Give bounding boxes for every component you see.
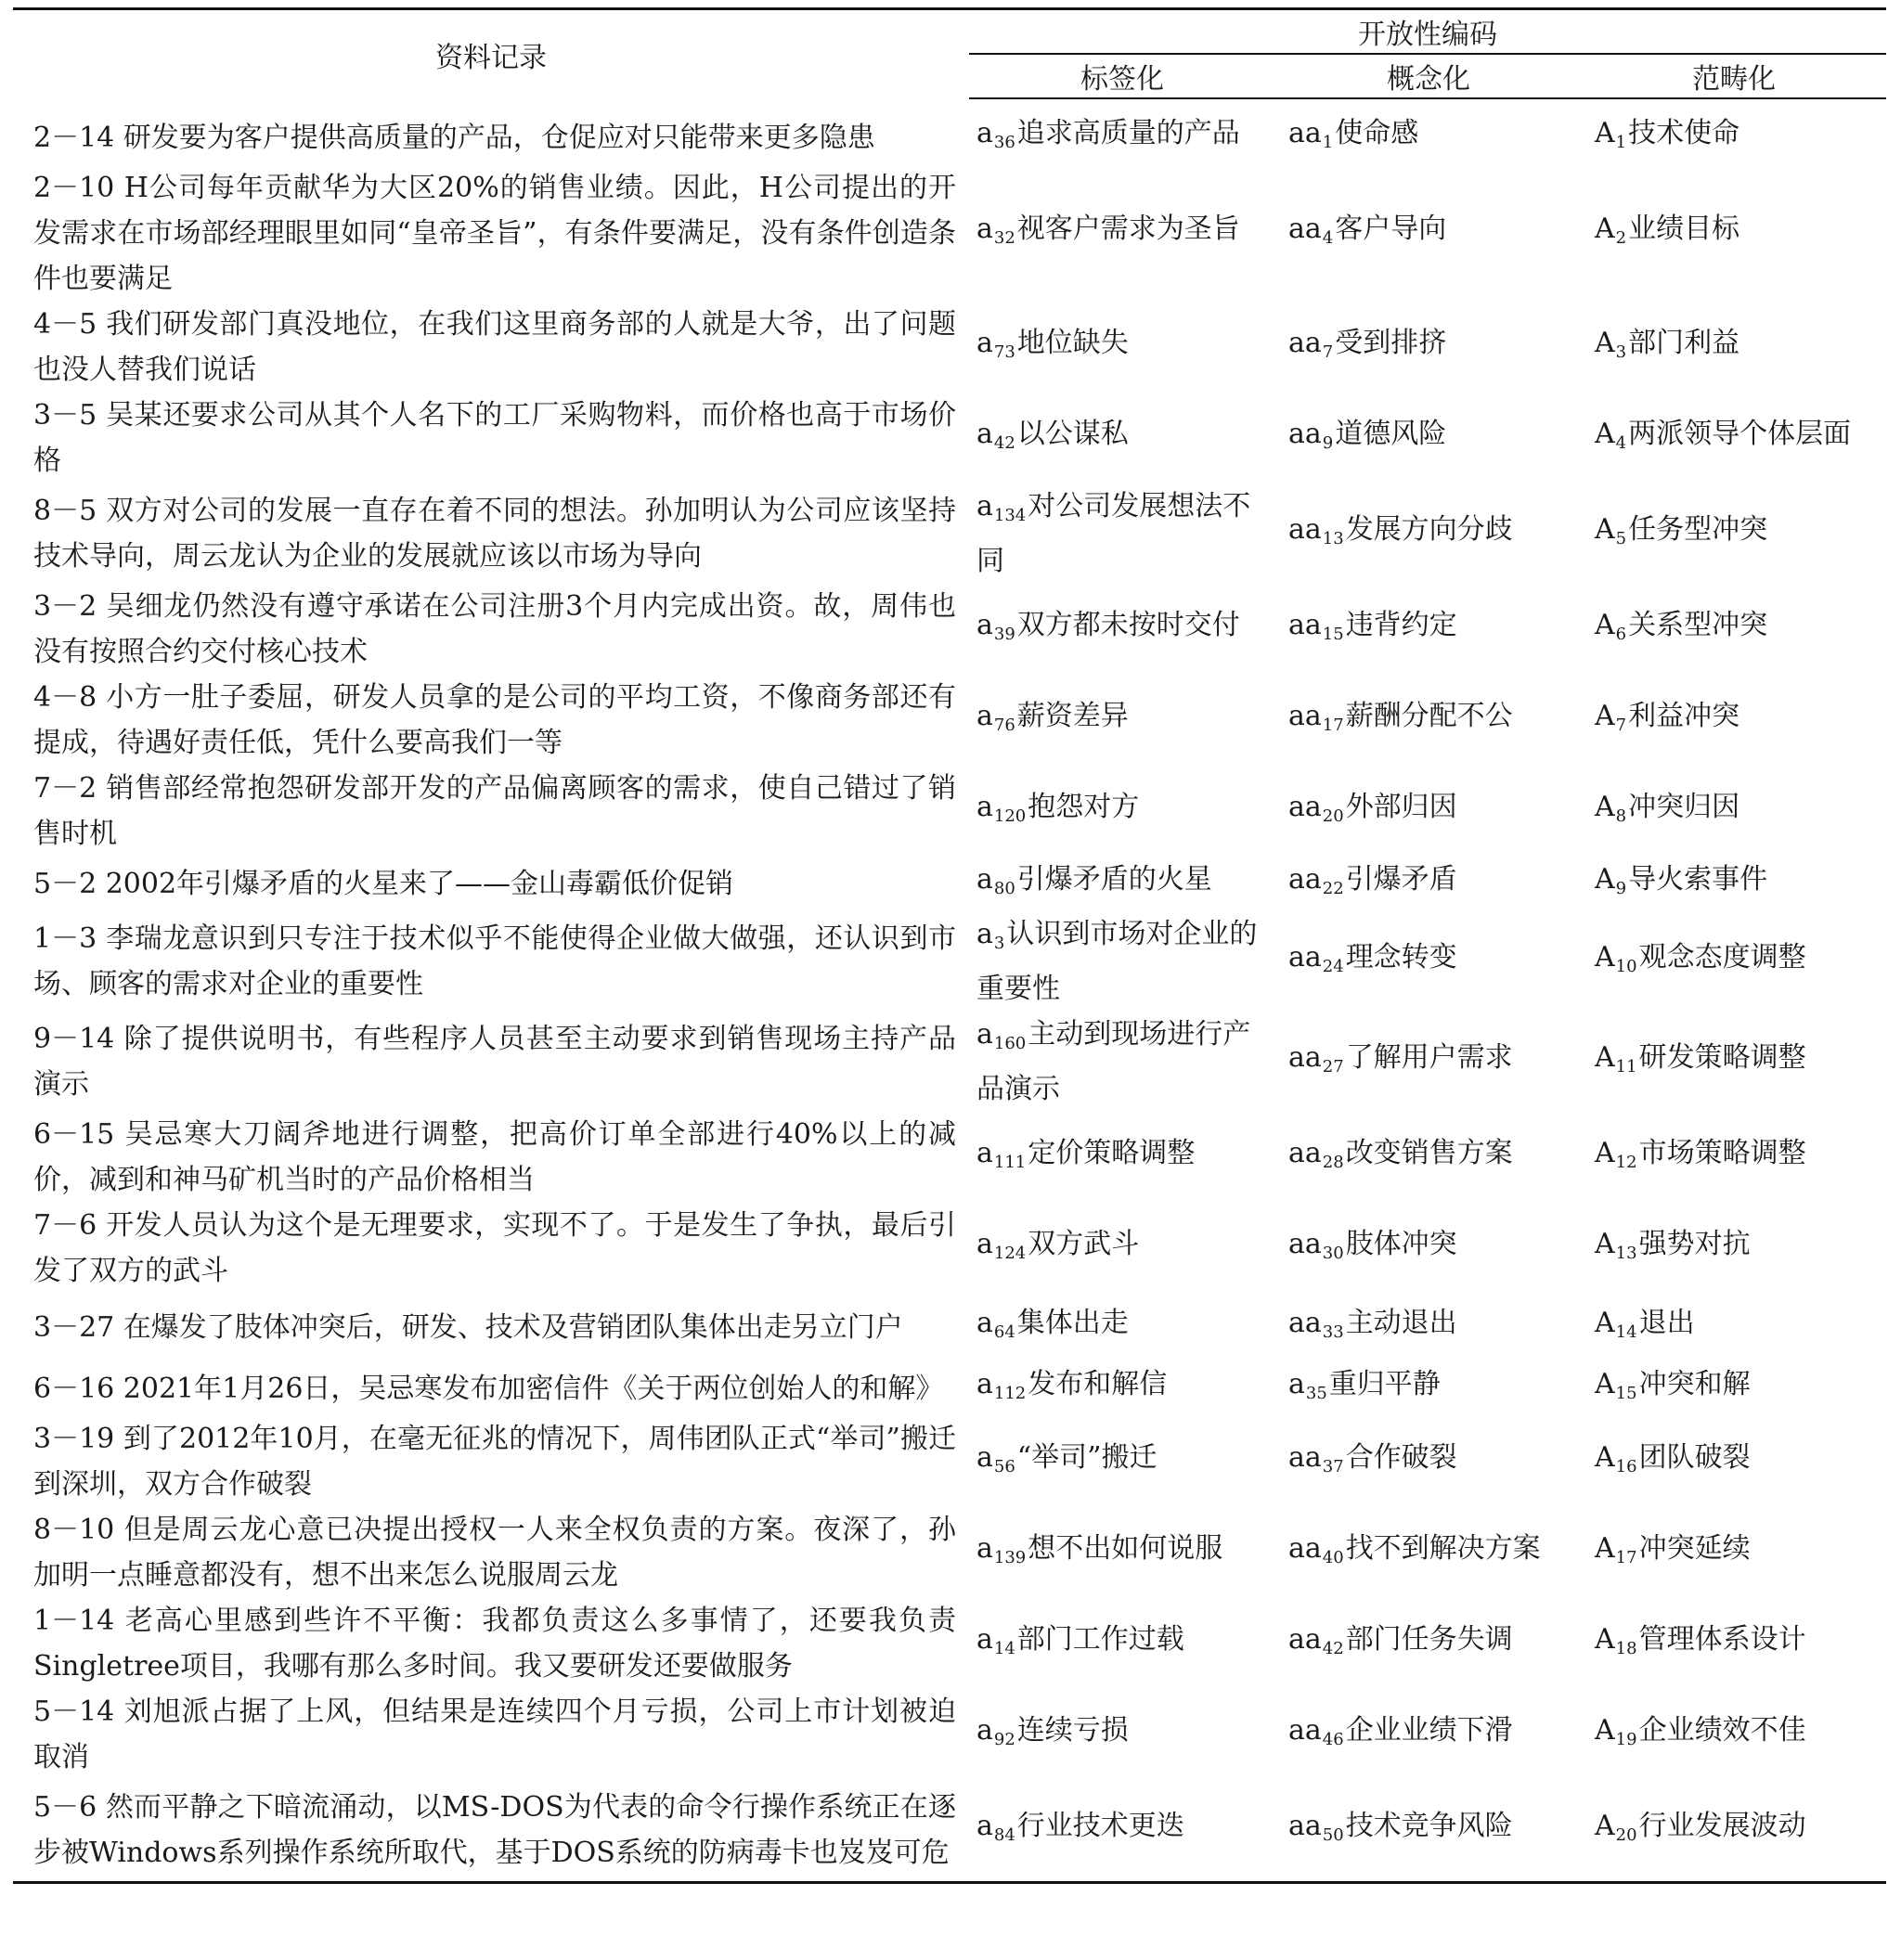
code-subscript: 42: [993, 432, 1015, 453]
code-text: 想不出如何说服: [1028, 1531, 1223, 1565]
code-prefix: A: [1595, 608, 1615, 641]
code-text: 退出: [1638, 1307, 1695, 1339]
code-prefix: aa: [1288, 213, 1322, 245]
code-subscript: 20: [1322, 806, 1344, 826]
code-prefix: a: [976, 1018, 993, 1051]
code-subscript: 13: [1615, 1243, 1637, 1263]
header-labeling: 标签化: [969, 54, 1275, 98]
code-subscript: 112: [993, 1384, 1027, 1403]
code-subscript: 4: [1322, 228, 1334, 248]
code-prefix: A: [1595, 863, 1615, 896]
concept-cell: [1275, 1012, 1582, 1112]
source-record-cell: 1－3 李瑞龙意识到只专注于技术似乎不能使得企业做大做强，还认识到市场、顾客的需求对企业的重要性: [33, 922, 956, 1000]
concept-cell: [1275, 302, 1582, 393]
code-subscript: 50: [1322, 1825, 1344, 1845]
label-cell: [969, 484, 1275, 584]
category-cell: [1582, 98, 1886, 165]
code-prefix: a: [976, 1809, 993, 1842]
code-text: 理念转变: [1345, 940, 1457, 974]
category-cell: [1582, 484, 1886, 584]
code-prefix: A: [1595, 1440, 1615, 1474]
code-text: 市场策略调整: [1638, 1136, 1806, 1169]
table-row: [13, 484, 1886, 584]
category-cell: [1582, 1294, 1886, 1361]
code-prefix: a: [976, 117, 993, 149]
concept-cell: [1275, 766, 1582, 857]
code-subscript: 16: [1615, 1456, 1637, 1476]
code-subscript: 3: [1615, 342, 1627, 362]
code-prefix: A: [1595, 417, 1615, 450]
code-text: 双方武斗: [1028, 1227, 1140, 1260]
source-record-cell: 2－10 H公司每年贡献华为大区20%的销售业绩。因此，H公司提出的开发需求在市场部经理眼里如同“皇帝圣旨”，有条件要满足，没有条件创造条件也要满足: [33, 172, 956, 295]
code-text: 受到排挤: [1335, 326, 1447, 359]
source-record-cell: 9－14 除了提供说明书，有些程序人员甚至主动要求到销售现场主持产品演示: [33, 1023, 956, 1101]
code-prefix: A: [1595, 790, 1615, 823]
code-subscript: 18: [1615, 1638, 1637, 1658]
code-text: 技术竞争风险: [1345, 1809, 1513, 1842]
code-subscript: 124: [993, 1243, 1027, 1263]
code-prefix: aa: [1288, 326, 1322, 359]
header-source-record: 资料记录: [13, 9, 969, 99]
code-text: 对公司发展想法不同: [976, 490, 1251, 577]
code-subscript: 32: [993, 228, 1015, 248]
table-row: [13, 1294, 1886, 1361]
code-prefix: A: [1595, 213, 1615, 245]
code-text: 技术使命: [1628, 117, 1740, 149]
source-record-cell: 3－19 到了2012年10月，在毫无征兆的情况下，周伟团队正式“举司”搬迁到深圳，双方合作破裂: [33, 1423, 956, 1501]
label-cell: [969, 1294, 1275, 1361]
code-subscript: 134: [993, 506, 1027, 525]
concept-cell: [1275, 1294, 1582, 1361]
table-row: [13, 1598, 1886, 1689]
code-text: 违背约定: [1345, 608, 1457, 641]
code-text: 导火索事件: [1628, 863, 1768, 896]
concept-cell: [1275, 165, 1582, 302]
header-categorizing: 范畴化: [1582, 54, 1886, 98]
header-conceptualizing: 概念化: [1275, 54, 1582, 98]
source-record-cell: 5－6 然而平静之下暗流涌动，以MS-DOS为代表的命令行操作系统正在逐步被Windows系列操作系统所取代，基于DOS系统的防病毒卡也岌岌可危: [13, 1780, 969, 1882]
code-subscript: 24: [1322, 956, 1344, 976]
code-prefix: A: [1595, 512, 1615, 546]
concept-cell: [1275, 1598, 1582, 1689]
concept-cell: [1275, 911, 1582, 1012]
code-text: 部门利益: [1628, 326, 1740, 359]
code-prefix: aa: [1288, 1040, 1322, 1074]
source-record-cell: 4－5 我们研发部门真没地位，在我们这里商务部的人就是大爷，出了问题也没人替我们说话: [33, 308, 956, 386]
category-cell: [1582, 1598, 1886, 1689]
code-text: 地位缺失: [1016, 326, 1129, 359]
label-cell: [969, 584, 1275, 675]
code-subscript: 73: [993, 342, 1015, 362]
code-subscript: 9: [1615, 879, 1627, 898]
code-text: 企业绩效不佳: [1638, 1713, 1806, 1747]
table-row: [13, 857, 1886, 911]
code-prefix: aa: [1288, 608, 1322, 641]
concept-cell: [1275, 484, 1582, 584]
code-subscript: 17: [1322, 715, 1344, 735]
concept-cell: [1275, 393, 1582, 484]
code-subscript: 39: [993, 624, 1015, 644]
code-subscript: 20: [1615, 1825, 1637, 1845]
concept-cell: [1275, 98, 1582, 165]
code-prefix: a: [976, 863, 993, 896]
code-text: 合作破裂: [1345, 1440, 1457, 1474]
code-text: 改变销售方案: [1345, 1136, 1513, 1169]
code-subscript: 6: [1615, 624, 1627, 644]
code-prefix: a: [1288, 1368, 1305, 1400]
code-prefix: A: [1595, 1622, 1615, 1656]
category-cell: [1582, 1689, 1886, 1780]
category-cell: [1582, 1507, 1886, 1598]
code-subscript: 7: [1322, 342, 1334, 362]
table-row: [13, 1689, 1886, 1780]
code-prefix: a: [976, 918, 993, 950]
table-row: [13, 1361, 1886, 1416]
code-text: 冲突延续: [1638, 1531, 1751, 1565]
source-record-cell: 6－16 2021年1月26日，吴忌寒发布加密信件《关于两位创始人的和解》: [33, 1373, 944, 1405]
table-row: [13, 1012, 1886, 1112]
code-text: 部门工作过载: [1016, 1622, 1184, 1656]
code-prefix: A: [1595, 1368, 1615, 1400]
code-subscript: 13: [1322, 528, 1344, 548]
source-record-cell: 3－2 吴细龙仍然没有遵守承诺在公司注册3个月内完成出资。故，周伟也没有按照合约交付核心技术: [33, 590, 956, 668]
code-prefix: A: [1595, 326, 1615, 359]
table-row: [13, 1780, 1886, 1882]
code-text: 冲突和解: [1638, 1368, 1751, 1400]
table-row: [13, 584, 1886, 675]
code-text: 管理体系设计: [1638, 1622, 1806, 1656]
category-cell: [1582, 857, 1886, 911]
code-text: 团队破裂: [1638, 1440, 1751, 1474]
label-cell: [969, 165, 1275, 302]
table-row: [13, 1507, 1886, 1598]
code-text: 发展方向分歧: [1345, 512, 1513, 546]
category-cell: [1582, 302, 1886, 393]
code-text: 任务型冲突: [1628, 512, 1768, 546]
code-subscript: 12: [1615, 1152, 1637, 1172]
code-text: 追求高质量的产品: [1016, 117, 1240, 149]
code-text: 集体出走: [1016, 1307, 1129, 1339]
code-text: 了解用户需求: [1345, 1040, 1513, 1074]
code-prefix: a: [976, 1713, 993, 1747]
source-record-cell: 6－15 吴忌寒大刀阔斧地进行调整，把高价订单全部进行40%以上的减价，减到和神马矿机当时的产品价格相当: [33, 1118, 956, 1196]
source-record-cell: 3－27 在爆发了肢体冲突后，研发、技术及营销团队集体出走另立门户: [33, 1311, 903, 1344]
code-prefix: aa: [1288, 863, 1322, 896]
concept-cell: [1275, 1203, 1582, 1294]
code-prefix: aa: [1288, 1622, 1322, 1656]
code-text: 行业发展波动: [1638, 1809, 1806, 1842]
code-text: 抱怨对方: [1028, 790, 1140, 823]
code-text: 定价策略调整: [1028, 1136, 1196, 1169]
label-cell: [969, 1689, 1275, 1780]
code-prefix: a: [976, 1440, 993, 1474]
code-prefix: A: [1595, 1713, 1615, 1747]
code-prefix: A: [1595, 1531, 1615, 1565]
source-record-cell: 2－14 研发要为客户提供高质量的产品，仓促应对只能带来更多隐患: [33, 121, 875, 154]
code-text: 业绩目标: [1628, 213, 1740, 245]
table-row: [13, 302, 1886, 393]
code-text: 双方都未按时交付: [1016, 608, 1240, 641]
code-prefix: aa: [1288, 699, 1322, 732]
code-prefix: a: [976, 490, 993, 522]
code-text: 强势对抗: [1638, 1227, 1751, 1260]
label-cell: [969, 766, 1275, 857]
concept-cell: [1275, 1416, 1582, 1507]
code-prefix: a: [976, 1136, 993, 1169]
code-text: 企业业绩下滑: [1345, 1713, 1513, 1747]
code-prefix: aa: [1288, 1440, 1322, 1474]
code-subscript: 17: [1615, 1547, 1637, 1567]
code-subscript: 14: [993, 1638, 1015, 1658]
code-text: 使命感: [1335, 117, 1419, 149]
code-text: 关系型冲突: [1628, 608, 1768, 641]
code-prefix: aa: [1288, 1809, 1322, 1842]
code-prefix: aa: [1288, 1713, 1322, 1747]
code-subscript: 37: [1322, 1456, 1344, 1476]
code-subscript: 64: [993, 1322, 1015, 1342]
code-prefix: a: [976, 1368, 993, 1400]
code-text: 两派领导个体层面: [1628, 417, 1852, 450]
code-subscript: 15: [1322, 624, 1344, 644]
concept-cell: [1275, 584, 1582, 675]
category-cell: [1582, 1203, 1886, 1294]
code-subscript: 9: [1322, 432, 1334, 453]
code-text: 利益冲突: [1628, 699, 1740, 732]
code-prefix: aa: [1288, 417, 1322, 450]
code-text: 视客户需求为圣旨: [1016, 213, 1240, 245]
code-text: 薪资差异: [1016, 699, 1129, 732]
category-cell: [1582, 766, 1886, 857]
table-row: [13, 165, 1886, 302]
source-record-cell: 8－10 但是周云龙心意已决提出授权一人来全权负责的方案。夜深了，孙加明一点睡意都没有，想不出来怎么说服周云龙: [33, 1514, 956, 1592]
code-text: 发布和解信: [1028, 1368, 1168, 1400]
code-prefix: aa: [1288, 1227, 1322, 1260]
code-text: 连续亏损: [1016, 1713, 1129, 1747]
code-prefix: a: [976, 1531, 993, 1565]
concept-cell: [1275, 1507, 1582, 1598]
code-prefix: A: [1595, 1809, 1615, 1842]
table-row: [13, 98, 1886, 165]
code-text: 以公谋私: [1016, 417, 1129, 450]
code-subscript: 30: [1322, 1243, 1344, 1263]
code-prefix: aa: [1288, 1531, 1322, 1565]
code-prefix: aa: [1288, 512, 1322, 546]
code-subscript: 8: [1615, 806, 1627, 826]
category-cell: [1582, 1361, 1886, 1416]
code-text: 研发策略调整: [1638, 1040, 1806, 1074]
open-coding-table: [13, 7, 1886, 1884]
code-text: 认识到市场对企业的重要性: [976, 918, 1258, 1005]
label-cell: [969, 1598, 1275, 1689]
code-subscript: 4: [1615, 432, 1627, 453]
concept-cell: [1275, 857, 1582, 911]
code-subscript: 5: [1615, 528, 1627, 548]
code-subscript: 40: [1322, 1547, 1344, 1567]
code-subscript: 46: [1322, 1729, 1344, 1749]
code-text: 外部归因: [1345, 790, 1457, 823]
code-subscript: 19: [1615, 1729, 1637, 1749]
table-row: [13, 393, 1886, 484]
code-prefix: a: [976, 1307, 993, 1339]
code-prefix: aa: [1288, 940, 1322, 974]
code-prefix: A: [1595, 1136, 1615, 1169]
code-text: 肢体冲突: [1345, 1227, 1457, 1260]
table-row: [13, 675, 1886, 766]
code-prefix: aa: [1288, 1136, 1322, 1169]
code-text: 引爆矛盾的火星: [1016, 863, 1212, 896]
category-cell: [1582, 1012, 1886, 1112]
code-subscript: 139: [993, 1547, 1027, 1567]
code-text: 找不到解决方案: [1345, 1531, 1541, 1565]
category-cell: [1582, 1112, 1886, 1203]
code-text: 重归平静: [1328, 1368, 1441, 1400]
category-cell: [1582, 1416, 1886, 1507]
code-subscript: 56: [993, 1456, 1015, 1476]
code-prefix: a: [976, 1622, 993, 1656]
code-prefix: a: [976, 213, 993, 245]
label-cell: [969, 98, 1275, 165]
code-subscript: 27: [1322, 1056, 1344, 1077]
code-prefix: A: [1595, 1227, 1615, 1260]
table-row: [13, 1112, 1886, 1203]
code-subscript: 76: [993, 715, 1015, 735]
code-subscript: 92: [993, 1729, 1015, 1749]
table-row: [13, 766, 1886, 857]
category-cell: [1582, 1780, 1886, 1882]
label-cell: [969, 1203, 1275, 1294]
code-prefix: aa: [1288, 117, 1322, 149]
category-cell: [1582, 393, 1886, 484]
code-text: 薪酬分配不公: [1345, 699, 1513, 732]
code-prefix: a: [976, 326, 993, 359]
code-prefix: a: [976, 790, 993, 823]
category-cell: [1582, 675, 1886, 766]
source-record-cell: 8－5 双方对公司的发展一直存在着不同的想法。孙加明认为公司应该坚持技术导向，周云龙认为企业的发展就应该以市场为导向: [33, 495, 956, 573]
label-cell: [969, 857, 1275, 911]
code-subscript: 35: [1305, 1384, 1327, 1403]
code-prefix: A: [1595, 117, 1615, 149]
code-subscript: 2: [1615, 228, 1627, 248]
code-prefix: a: [976, 608, 993, 641]
code-subscript: 10: [1615, 956, 1637, 976]
table-row: [13, 1416, 1886, 1507]
label-cell: [969, 1012, 1275, 1112]
code-prefix: a: [976, 1227, 993, 1260]
code-text: 行业技术更迭: [1016, 1809, 1184, 1842]
code-prefix: A: [1595, 940, 1615, 974]
source-record-cell: 5－2 2002年引爆矛盾的火星来了——金山毒霸低价促销: [33, 868, 734, 900]
label-cell: [969, 302, 1275, 393]
code-text: “举司”搬迁: [1016, 1440, 1157, 1474]
label-cell: [969, 393, 1275, 484]
code-text: 观念态度调整: [1638, 940, 1806, 974]
code-subscript: 36: [993, 133, 1015, 152]
code-text: 冲突归因: [1628, 790, 1740, 823]
table-row: [13, 911, 1886, 1012]
code-subscript: 3: [993, 934, 1005, 953]
coding-table-page: [13, 7, 1886, 1884]
label-cell: [969, 1112, 1275, 1203]
code-text: 部门任务失调: [1345, 1622, 1513, 1656]
concept-cell: [1275, 1112, 1582, 1203]
code-prefix: A: [1595, 1040, 1615, 1074]
code-prefix: A: [1595, 699, 1615, 732]
source-record-cell: 3－5 吴某还要求公司从其个人名下的工厂采购物料，而价格也高于市场价格: [33, 399, 956, 477]
concept-cell: [1275, 675, 1582, 766]
code-subscript: 14: [1615, 1322, 1637, 1342]
code-subscript: 11: [1615, 1056, 1637, 1077]
label-cell: [969, 675, 1275, 766]
code-subscript: 120: [993, 806, 1027, 826]
code-subscript: 160: [993, 1034, 1027, 1053]
code-subscript: 1: [1322, 133, 1334, 152]
code-text: 道德风险: [1335, 417, 1447, 450]
source-record-cell: 7－2 销售部经常抱怨研发部开发的产品偏离顾客的需求，使自己错过了销售时机: [33, 772, 956, 850]
table-row: [13, 1203, 1886, 1294]
concept-cell: [1275, 1361, 1582, 1416]
label-cell: [969, 1361, 1275, 1416]
code-prefix: a: [976, 417, 993, 450]
code-subscript: 84: [993, 1825, 1015, 1845]
source-record-cell: 5－14 刘旭派占据了上风，但结果是连续四个月亏损，公司上市计划被迫取消: [33, 1696, 956, 1773]
code-text: 主动退出: [1345, 1307, 1457, 1339]
category-cell: [1582, 584, 1886, 675]
code-subscript: 111: [993, 1152, 1027, 1172]
source-record-cell: 1－14 老高心里感到些许不平衡：我都负责这么多事情了，还要我负责Singletree项目，我哪有那么多时间。我又要研发还要做服务: [33, 1605, 956, 1683]
code-text: 客户导向: [1335, 213, 1447, 245]
code-prefix: a: [976, 699, 993, 732]
category-cell: [1582, 911, 1886, 1012]
code-subscript: 28: [1322, 1152, 1344, 1172]
code-subscript: 15: [1615, 1384, 1637, 1403]
code-subscript: 1: [1615, 133, 1627, 152]
code-subscript: 22: [1322, 879, 1344, 898]
source-record-cell: 7－6 开发人员认为这个是无理要求，实现不了。于是发生了争执，最后引发了双方的武斗: [33, 1209, 956, 1287]
code-text: 主动到现场进行产品演示: [976, 1018, 1251, 1105]
concept-cell: [1275, 1780, 1582, 1882]
code-text: 引爆矛盾: [1345, 863, 1457, 896]
code-subscript: 80: [993, 879, 1015, 898]
source-record-cell: 4－8 小方一肚子委屈，研发人员拿的是公司的平均工资，不像商务部还有提成，待遇好责任低，凭什么要高我们一等: [33, 681, 956, 759]
label-cell: [969, 1780, 1275, 1882]
code-subscript: 42: [1322, 1638, 1344, 1658]
code-subscript: 7: [1615, 715, 1627, 735]
code-prefix: A: [1595, 1307, 1615, 1339]
category-cell: [1582, 165, 1886, 302]
concept-cell: [1275, 1689, 1582, 1780]
code-prefix: aa: [1288, 790, 1322, 823]
label-cell: [969, 1416, 1275, 1507]
code-prefix: aa: [1288, 1307, 1322, 1339]
label-cell: [969, 911, 1275, 1012]
label-cell: [969, 1507, 1275, 1598]
header-open-coding: 开放性编码: [969, 9, 1886, 55]
code-subscript: 33: [1322, 1322, 1344, 1342]
